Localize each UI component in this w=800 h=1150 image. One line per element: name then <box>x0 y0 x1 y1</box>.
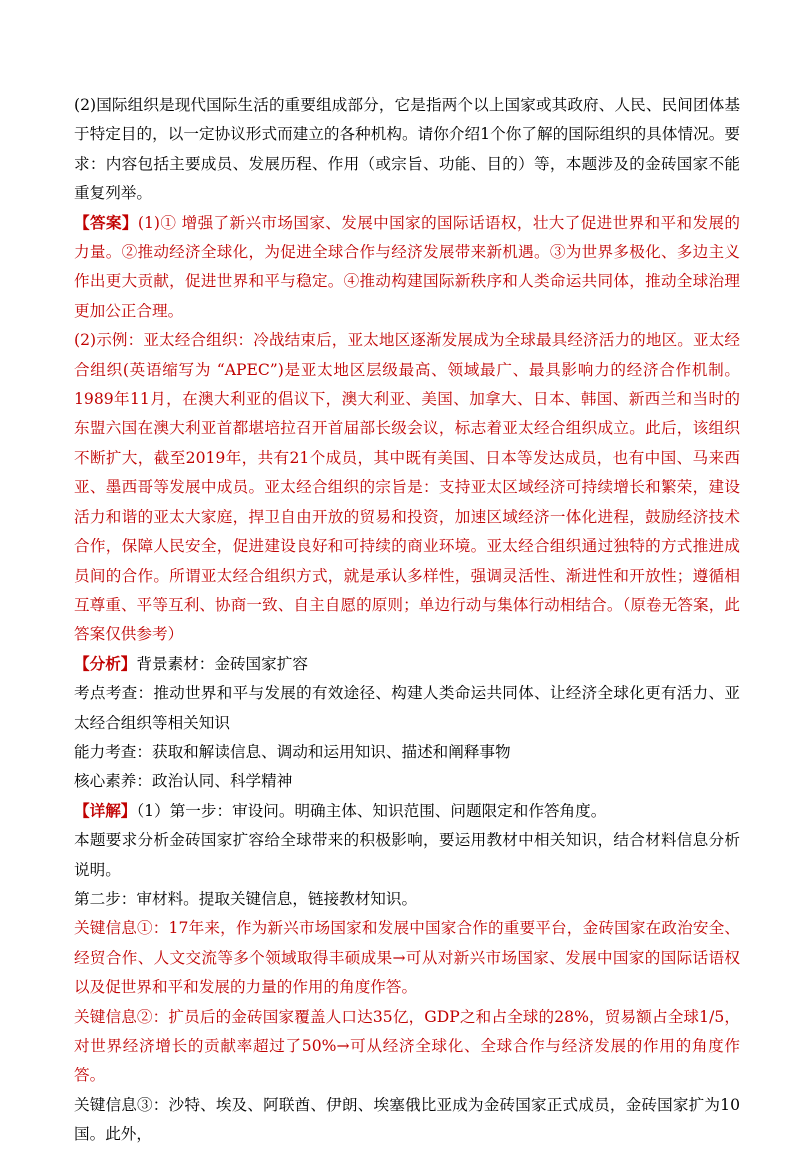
analysis-suyang: 核心素养：政治认同、科学精神 <box>74 772 293 791</box>
analysis-nengli: 能力考查：获取和解读信息、调动和运用知识、描述和阐释事物 <box>74 742 511 761</box>
detail-requirement: 本题要求分析金砖国家扩容给全球带来的积极影响，要运用教材中相关知识，结合材料信息分析说明。 <box>74 831 740 879</box>
detail-key-info-3: 关键信息③：沙特、埃及、阿联酋、伊朗、埃塞俄比亚成为金砖国家正式成员，金砖国家扩为10国。此外， <box>74 1095 740 1144</box>
detail-step2: 第二步：审材料。提取关键信息，链接教材知识。 <box>74 889 418 908</box>
detail-key-info-1: 关键信息①：17年来，作为新兴市场国家和发展中国家合作的重要平台，金砖国家在政治安全、经贸合作、人文交流等多个领域取得丰硕成果→可从对新兴市场国家、发展中国家的国际话语权以及促世界和平和发展的力量的作用的角度作答。 <box>74 919 740 997</box>
analysis-background: 背景素材：金砖国家扩容 <box>136 654 308 673</box>
analysis-kaodian: 考点考查：推动世界和平与发展的有效途径、构建人类命运共同体、让经济全球化更有活力、亚太经合组织等相关知识 <box>74 684 740 732</box>
question-paragraph: (2)国际组织是现代国际生活的重要组成部分，它是指两个以上国家或其政府、人民、民间团体基于特定目的，以一定协议形式而建立的各种机构。请你介绍1个你了解的国际组织的具体情况。要求：内容包括主要成员、发展历程、作用（或宗旨、功能、目的）等，本题涉及的金砖国家不能重复列举。 <box>74 96 740 203</box>
analysis-tag: 【分析】 <box>74 654 137 673</box>
answer-tag: 【答案】 <box>74 213 138 232</box>
detail-step1-paragraph <box>74 797 740 826</box>
detail-key-info-2: 关键信息②：扩员后的金砖国家覆盖人口达35亿，GDP之和占全球的28%，贸易额占全球1/5，对世界经济增长的贡献率超过了50%→可从经济全球化、全球合作与经济发展的作用的角度作答。 <box>74 1007 740 1085</box>
document-page <box>74 91 740 1150</box>
answer-paragraph-2: (2)示例：亚太经合组织：冷战结束后，亚太地区逐渐发展成为全球最具经济活力的地区。亚太经合组织(英语缩写为 “APEC”)是亚太地区层级最高、领域最广、最具影响力的经济合作机制。1989年11月，在澳大利亚的倡议下，澳大利亚、美国、加拿大、日本、韩国、新西兰和当时的东盟六国在澳大利亚首都堪培拉召开首届部长级会议，标志着亚太经合组织成立。此后，该组织不断扩大，截至2019年，共有21个成员，其中既有美国、日本等发达成员，也有中国、马来西亚、墨西哥等发展中成员。亚太经合组织的宗旨是：支持亚太区域经济可持续增长和繁荣，建设活力和谐的亚太大家庭，捍卫自由开放的贸易和投资，加速区域经济一体化进程，鼓励经济技术合作，保障人民安全，促进建设良好和可持续的商业环境。亚太经合组织通过独特的方式推进成员间的合作。所谓亚太经合组织方式，就是承认多样性，强调灵活性、渐进性和开放性；遵循相互尊重、平等互利、协商一致、自主自愿的原则；单边行动与集体行动相结合。（原卷无答案，此答案仅供参考） <box>74 331 740 644</box>
answer-paragraph-1 <box>74 209 740 327</box>
detail-step1-text: （1）第一步：审设问。明确主体、知识范围、问题限定和作答角度。 <box>136 801 607 820</box>
detail-tag: 【详解】 <box>74 801 137 820</box>
answer-part-1-text: (1)① 增强了新兴市场国家、发展中国家的国际话语权，壮大了促进世界和平和发展的力量。②推动经济全球化，为促进全球合作与经济发展带来新机遇。③为世界多极化、多边主义作出更大贡献，促进世界和平与稳定。④推动构建国际新秩序和人类命运共同体，推动全球治理更加公正合理。 <box>74 213 740 320</box>
analysis-paragraph <box>74 650 740 679</box>
